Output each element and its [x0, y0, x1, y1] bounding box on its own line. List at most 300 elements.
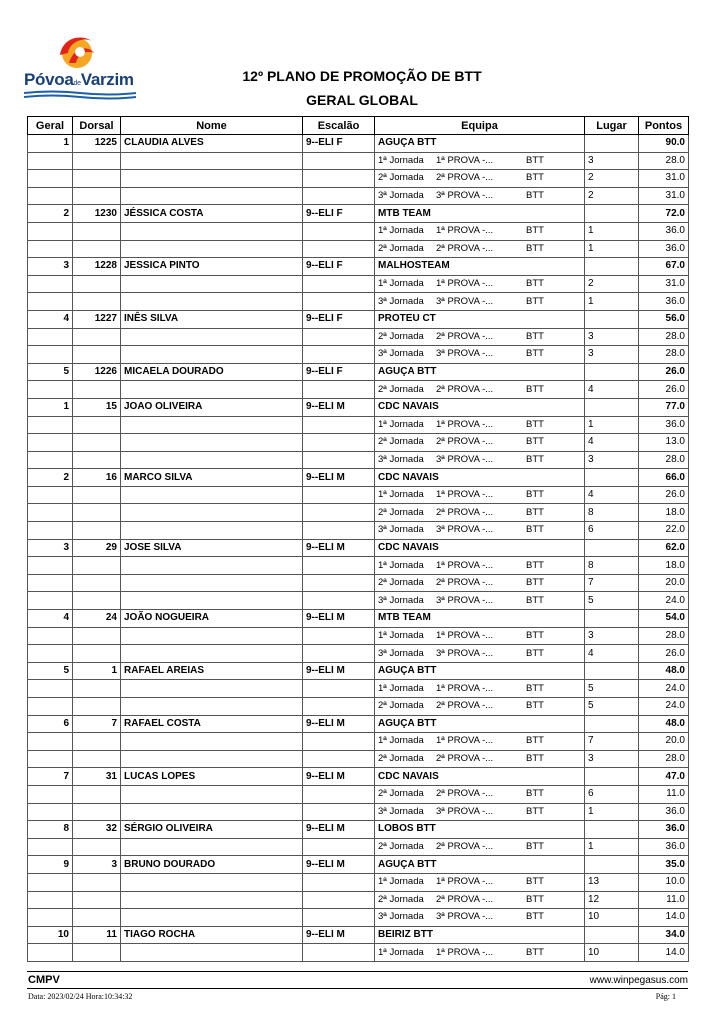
modalidade-label: BTT	[526, 489, 544, 501]
lugar-cell	[585, 363, 639, 381]
table-row	[28, 926, 689, 944]
empty-cell	[303, 645, 375, 663]
empty-cell	[73, 803, 121, 821]
modalidade-label: BTT	[526, 893, 544, 905]
round-detail-cell	[375, 944, 585, 962]
lugar-cell: 1	[585, 240, 639, 258]
jornada-label: 2ª Jornada	[378, 242, 424, 254]
round-detail-cell	[375, 381, 585, 399]
nome-cell: MARCO SILVA	[121, 469, 303, 487]
footer-date: Data: 2023/02/24 Hora:10:34:32	[28, 992, 133, 1001]
table-row	[28, 205, 689, 223]
jornada-label: 2ª Jornada	[378, 841, 424, 853]
empty-cell	[303, 873, 375, 891]
round-row	[28, 451, 689, 469]
lugar-cell: 5	[585, 698, 639, 716]
table-row	[28, 469, 689, 487]
lugar-cell: 13	[585, 873, 639, 891]
empty-cell	[73, 293, 121, 311]
empty-cell	[73, 451, 121, 469]
empty-cell	[73, 328, 121, 346]
table-row	[28, 856, 689, 874]
jornada-label: 1ª Jornada	[378, 876, 424, 888]
geral-cell: 5	[28, 363, 73, 381]
empty-cell	[28, 891, 73, 909]
round-detail-cell	[375, 592, 585, 610]
round-detail-cell	[375, 698, 585, 716]
equipa-cell: MTB TEAM	[375, 610, 585, 628]
prova-label: 1ª PROVA -...	[436, 559, 494, 571]
empty-cell	[28, 680, 73, 698]
report-subtitle: GERAL GLOBAL	[306, 92, 418, 108]
modalidade-label: BTT	[526, 383, 544, 395]
jornada-label: 3ª Jornada	[378, 453, 424, 465]
table-row	[28, 258, 689, 276]
empty-cell	[121, 803, 303, 821]
escalao-cell: 9--ELI F	[303, 258, 375, 276]
round-row	[28, 838, 689, 856]
round-detail-cell	[375, 627, 585, 645]
table-row	[28, 662, 689, 680]
prova-label: 2ª PROVA -...	[436, 893, 494, 905]
empty-cell	[303, 574, 375, 592]
empty-cell	[303, 785, 375, 803]
empty-cell	[121, 680, 303, 698]
jornada-label: 2ª Jornada	[378, 436, 424, 448]
lugar-cell: 2	[585, 275, 639, 293]
empty-cell	[303, 381, 375, 399]
prova-label: 1ª PROVA -...	[436, 876, 494, 888]
empty-cell	[303, 504, 375, 522]
round-detail-cell	[375, 645, 585, 663]
empty-cell	[28, 698, 73, 716]
lugar-cell: 1	[585, 293, 639, 311]
pontos-cell: 36.0	[639, 293, 689, 311]
pontos-cell: 36.0	[639, 838, 689, 856]
empty-cell	[303, 328, 375, 346]
empty-cell	[303, 522, 375, 540]
empty-cell	[121, 152, 303, 170]
empty-cell	[28, 275, 73, 293]
round-row	[28, 152, 689, 170]
nome-cell: TIAGO ROCHA	[121, 926, 303, 944]
modalidade-label: BTT	[526, 753, 544, 765]
escalao-cell: 9--ELI M	[303, 715, 375, 733]
round-detail-cell	[375, 222, 585, 240]
nome-cell: JOÃO NOGUEIRA	[121, 610, 303, 628]
escalao-cell: 9--ELI F	[303, 363, 375, 381]
modalidade-label: BTT	[526, 629, 544, 641]
jornada-label: 3ª Jornada	[378, 911, 424, 923]
pontos-cell: 28.0	[639, 750, 689, 768]
empty-cell	[303, 838, 375, 856]
jornada-label: 1ª Jornada	[378, 559, 424, 571]
lugar-cell: 5	[585, 592, 639, 610]
geral-cell: 4	[28, 310, 73, 328]
lugar-cell: 3	[585, 627, 639, 645]
pontos-cell: 24.0	[639, 680, 689, 698]
empty-cell	[73, 557, 121, 575]
geral-cell: 6	[28, 715, 73, 733]
round-detail-cell	[375, 785, 585, 803]
nome-cell: RAFAEL COSTA	[121, 715, 303, 733]
round-detail-cell	[375, 275, 585, 293]
round-row	[28, 222, 689, 240]
jornada-label: 1ª Jornada	[378, 489, 424, 501]
jornada-label: 1ª Jornada	[378, 225, 424, 237]
nome-cell: MICAELA DOURADO	[121, 363, 303, 381]
round-detail-cell	[375, 504, 585, 522]
pontos-total-cell: 62.0	[639, 539, 689, 557]
round-row	[28, 293, 689, 311]
pontos-cell: 11.0	[639, 785, 689, 803]
dorsal-cell: 3	[73, 856, 121, 874]
col-geral: Geral	[28, 117, 73, 135]
empty-cell	[28, 240, 73, 258]
round-row	[28, 346, 689, 364]
empty-cell	[73, 645, 121, 663]
dorsal-cell: 1226	[73, 363, 121, 381]
round-row	[28, 698, 689, 716]
empty-cell	[73, 785, 121, 803]
empty-cell	[28, 785, 73, 803]
geral-cell: 7	[28, 768, 73, 786]
jornada-label: 3ª Jornada	[378, 805, 424, 817]
pontos-cell: 31.0	[639, 170, 689, 188]
nome-cell: LUCAS LOPES	[121, 768, 303, 786]
nome-cell: BRUNO DOURADO	[121, 856, 303, 874]
modalidade-label: BTT	[526, 278, 544, 290]
empty-cell	[73, 891, 121, 909]
escalao-cell: 9--ELI M	[303, 856, 375, 874]
empty-cell	[73, 592, 121, 610]
empty-cell	[73, 733, 121, 751]
prova-label: 3ª PROVA -...	[436, 594, 494, 606]
empty-cell	[73, 434, 121, 452]
empty-cell	[73, 504, 121, 522]
empty-cell	[121, 574, 303, 592]
pontos-total-cell: 48.0	[639, 715, 689, 733]
empty-cell	[303, 627, 375, 645]
col-lugar: Lugar	[585, 117, 639, 135]
geral-cell: 8	[28, 821, 73, 839]
lugar-cell: 1	[585, 222, 639, 240]
empty-cell	[303, 733, 375, 751]
nome-cell: INÊS SILVA	[121, 310, 303, 328]
lugar-cell: 2	[585, 187, 639, 205]
equipa-cell: AGUÇA BTT	[375, 135, 585, 153]
empty-cell	[121, 645, 303, 663]
empty-cell	[28, 416, 73, 434]
jornada-label: 3ª Jornada	[378, 594, 424, 606]
modalidade-label: BTT	[526, 172, 544, 184]
round-row	[28, 750, 689, 768]
round-row	[28, 381, 689, 399]
table-row	[28, 610, 689, 628]
lugar-cell: 12	[585, 891, 639, 909]
geral-cell: 9	[28, 856, 73, 874]
lugar-cell	[585, 205, 639, 223]
lugar-cell	[585, 398, 639, 416]
empty-cell	[28, 944, 73, 962]
escalao-cell: 9--ELI F	[303, 205, 375, 223]
prova-label: 1ª PROVA -...	[436, 629, 494, 641]
lugar-cell: 8	[585, 557, 639, 575]
jornada-label: 1ª Jornada	[378, 629, 424, 641]
modalidade-label: BTT	[526, 506, 544, 518]
empty-cell	[121, 873, 303, 891]
empty-cell	[73, 152, 121, 170]
round-row	[28, 592, 689, 610]
pontos-cell: 36.0	[639, 416, 689, 434]
dorsal-cell: 1227	[73, 310, 121, 328]
empty-cell	[121, 733, 303, 751]
lugar-cell	[585, 310, 639, 328]
pontos-cell: 26.0	[639, 381, 689, 399]
jornada-label: 1ª Jornada	[378, 418, 424, 430]
dorsal-cell: 32	[73, 821, 121, 839]
empty-cell	[121, 909, 303, 927]
prova-label: 3ª PROVA -...	[436, 190, 494, 202]
lugar-cell: 8	[585, 504, 639, 522]
pontos-cell: 22.0	[639, 522, 689, 540]
pontos-cell: 28.0	[639, 627, 689, 645]
lugar-cell	[585, 715, 639, 733]
round-row	[28, 434, 689, 452]
pontos-total-cell: 47.0	[639, 768, 689, 786]
round-row	[28, 891, 689, 909]
modalidade-label: BTT	[526, 418, 544, 430]
modalidade-label: BTT	[526, 559, 544, 571]
round-detail-cell	[375, 187, 585, 205]
equipa-cell: LOBOS BTT	[375, 821, 585, 839]
pontos-cell: 13.0	[639, 434, 689, 452]
dorsal-cell: 7	[73, 715, 121, 733]
pontos-cell: 28.0	[639, 152, 689, 170]
empty-cell	[73, 416, 121, 434]
empty-cell	[73, 187, 121, 205]
pontos-cell: 26.0	[639, 486, 689, 504]
lugar-cell	[585, 469, 639, 487]
dorsal-cell: 1225	[73, 135, 121, 153]
geral-cell: 2	[28, 205, 73, 223]
prova-label: 3ª PROVA -...	[436, 911, 494, 923]
lugar-cell: 4	[585, 486, 639, 504]
modalidade-label: BTT	[526, 295, 544, 307]
geral-cell: 2	[28, 469, 73, 487]
round-row	[28, 627, 689, 645]
lugar-cell	[585, 856, 639, 874]
modalidade-label: BTT	[526, 946, 544, 958]
empty-cell	[73, 275, 121, 293]
empty-cell	[121, 416, 303, 434]
lugar-cell	[585, 135, 639, 153]
equipa-cell: MTB TEAM	[375, 205, 585, 223]
prova-label: 2ª PROVA -...	[436, 841, 494, 853]
equipa-cell: CDC NAVAIS	[375, 398, 585, 416]
pontos-total-cell: 67.0	[639, 258, 689, 276]
empty-cell	[28, 451, 73, 469]
round-row	[28, 680, 689, 698]
table-row	[28, 539, 689, 557]
modalidade-label: BTT	[526, 805, 544, 817]
table-row	[28, 768, 689, 786]
logo-wordmark: PóvoadeVarzim	[24, 70, 134, 89]
round-detail-cell	[375, 152, 585, 170]
prova-label: 3ª PROVA -...	[436, 348, 494, 360]
escalao-cell: 9--ELI M	[303, 926, 375, 944]
pontos-cell: 26.0	[639, 645, 689, 663]
empty-cell	[303, 750, 375, 768]
col-pontos: Pontos	[639, 117, 689, 135]
table-row	[28, 363, 689, 381]
empty-cell	[28, 187, 73, 205]
empty-cell	[303, 293, 375, 311]
jornada-label: 1ª Jornada	[378, 682, 424, 694]
empty-cell	[28, 574, 73, 592]
lugar-cell: 3	[585, 328, 639, 346]
equipa-cell: AGUÇA BTT	[375, 363, 585, 381]
jornada-label: 2ª Jornada	[378, 788, 424, 800]
equipa-cell: CDC NAVAIS	[375, 768, 585, 786]
nome-cell: JESSICA PINTO	[121, 258, 303, 276]
empty-cell	[28, 170, 73, 188]
lugar-cell: 3	[585, 750, 639, 768]
results-body	[28, 135, 689, 962]
dorsal-cell: 1228	[73, 258, 121, 276]
empty-cell	[73, 750, 121, 768]
empty-cell	[28, 803, 73, 821]
empty-cell	[28, 381, 73, 399]
empty-cell	[28, 504, 73, 522]
jornada-label: 2ª Jornada	[378, 893, 424, 905]
round-detail-cell	[375, 434, 585, 452]
dorsal-cell: 11	[73, 926, 121, 944]
round-detail-cell	[375, 486, 585, 504]
pontos-total-cell: 34.0	[639, 926, 689, 944]
lugar-cell	[585, 662, 639, 680]
empty-cell	[73, 698, 121, 716]
empty-cell	[28, 328, 73, 346]
pontos-cell: 18.0	[639, 504, 689, 522]
empty-cell	[303, 944, 375, 962]
modalidade-label: BTT	[526, 647, 544, 659]
empty-cell	[121, 346, 303, 364]
modalidade-label: BTT	[526, 911, 544, 923]
col-nome: Nome	[121, 117, 303, 135]
empty-cell	[73, 170, 121, 188]
col-escalao: Escalão	[303, 117, 375, 135]
pontos-total-cell: 66.0	[639, 469, 689, 487]
empty-cell	[121, 592, 303, 610]
prova-label: 1ª PROVA -...	[436, 418, 494, 430]
modalidade-label: BTT	[526, 436, 544, 448]
empty-cell	[303, 152, 375, 170]
round-row	[28, 328, 689, 346]
report-title: 12º PLANO DE PROMOÇÃO DE BTT	[242, 68, 482, 84]
pontos-cell: 28.0	[639, 328, 689, 346]
geral-cell: 3	[28, 539, 73, 557]
table-row	[28, 821, 689, 839]
empty-cell	[73, 240, 121, 258]
escalao-cell: 9--ELI F	[303, 310, 375, 328]
pontos-total-cell: 56.0	[639, 310, 689, 328]
pontos-cell: 24.0	[639, 698, 689, 716]
pontos-cell: 28.0	[639, 346, 689, 364]
equipa-cell: MALHOSTEAM	[375, 258, 585, 276]
round-row	[28, 574, 689, 592]
prova-label: 1ª PROVA -...	[436, 735, 494, 747]
round-row	[28, 557, 689, 575]
modalidade-label: BTT	[526, 735, 544, 747]
round-row	[28, 944, 689, 962]
dorsal-cell: 29	[73, 539, 121, 557]
round-row	[28, 416, 689, 434]
empty-cell	[303, 451, 375, 469]
footer-org: CMPV	[28, 974, 60, 986]
round-row	[28, 486, 689, 504]
empty-cell	[73, 486, 121, 504]
escalao-cell: 9--ELI F	[303, 135, 375, 153]
empty-cell	[73, 873, 121, 891]
empty-cell	[303, 592, 375, 610]
modalidade-label: BTT	[526, 700, 544, 712]
col-dorsal: Dorsal	[73, 117, 121, 135]
empty-cell	[121, 187, 303, 205]
empty-cell	[73, 627, 121, 645]
round-detail-cell	[375, 240, 585, 258]
modalidade-label: BTT	[526, 788, 544, 800]
modalidade-label: BTT	[526, 242, 544, 254]
jornada-label: 2ª Jornada	[378, 506, 424, 518]
jornada-label: 1ª Jornada	[378, 946, 424, 958]
round-detail-cell	[375, 750, 585, 768]
prova-label: 2ª PROVA -...	[436, 172, 494, 184]
lugar-cell: 4	[585, 645, 639, 663]
empty-cell	[303, 170, 375, 188]
jornada-label: 1ª Jornada	[378, 154, 424, 166]
empty-cell	[73, 222, 121, 240]
round-detail-cell	[375, 909, 585, 927]
round-detail-cell	[375, 522, 585, 540]
empty-cell	[28, 557, 73, 575]
prova-label: 2ª PROVA -...	[436, 383, 494, 395]
lugar-cell: 7	[585, 733, 639, 751]
geral-cell: 5	[28, 662, 73, 680]
modalidade-label: BTT	[526, 225, 544, 237]
jornada-label: 2ª Jornada	[378, 577, 424, 589]
empty-cell	[121, 170, 303, 188]
nome-cell: JOAO OLIVEIRA	[121, 398, 303, 416]
jornada-label: 3ª Jornada	[378, 524, 424, 536]
lugar-cell	[585, 539, 639, 557]
empty-cell	[28, 486, 73, 504]
footer-website: www.winpegasus.com	[589, 975, 688, 986]
geral-cell: 3	[28, 258, 73, 276]
round-row	[28, 909, 689, 927]
pontos-cell: 31.0	[639, 187, 689, 205]
prova-label: 2ª PROVA -...	[436, 436, 494, 448]
lugar-cell	[585, 610, 639, 628]
lugar-cell: 6	[585, 522, 639, 540]
prova-label: 2ª PROVA -...	[436, 330, 494, 342]
round-detail-cell	[375, 803, 585, 821]
empty-cell	[303, 434, 375, 452]
empty-cell	[121, 627, 303, 645]
nome-cell: RAFAEL AREIAS	[121, 662, 303, 680]
empty-cell	[28, 222, 73, 240]
prova-label: 1ª PROVA -...	[436, 946, 494, 958]
